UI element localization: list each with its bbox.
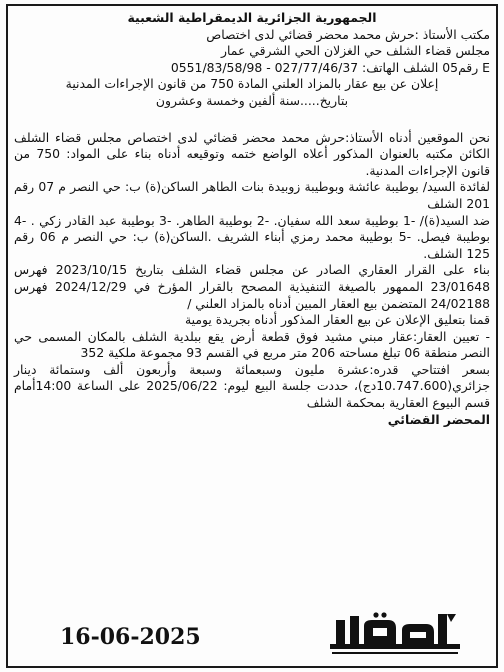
against-paragraph: ضد السيد(ة)/ -1 بوطيبة سعد الله سفيان. -2 بوطيبة الطاهر. -3 بوطيبة عبد القادر زكي . -4 بوطيبة فيصل. -5 بوطيبة محمد رمزي أبناء الشريف .الساكن(ة) ب: حي النصر م 06 رقم 125 الشلف. xyxy=(14,212,490,261)
republic-title: الجمهورية الجزائرية الديمقراطية الشعبية xyxy=(127,10,377,25)
publication-date: 16-06-2025 xyxy=(60,624,201,650)
intro-paragraph: نحن الموقعين أدناه الأستاذ:حرش محمد محضر قضائي لدى اختصاص مجلس قضاء الشلف الكائن مكتبه بالعنوان المذكور أعلاه الواضع ختمه وتوقيعه أدناه بناء على المواد: 750 من قانون الإجراءات المدنية. xyxy=(14,129,490,178)
court-address: مجلس قضاء الشلف حي الغزلان الحي الشرقي عمار xyxy=(221,43,490,59)
decision-paragraph: بناء على القرار العقاري الصادر عن مجلس قضاء الشلف بتاريخ 2023/10/15 فهرس 23/01648 الممهور بالصيغة التنفيذية المصحح بالقرار المؤرخ في 2024/12/29 فهرس 24/02188 المتضمن بيع العقار المبين أدناه بالمزاد العلني / xyxy=(14,262,490,311)
announcement-date: بتاريخ.....سنة ألفين وخمسة وعشرون xyxy=(155,92,349,108)
announcement-title: إعلان عن بيع عقار بالمزاد العلني المادة 750 من قانون الإجراءات المدنية xyxy=(65,76,439,92)
price-paragraph: بسعر افتتاحي قدره:عشرة مليون وسبعمائة وسبعة وأربعون ألف وستمائة دينار جزائري(10.747.600دج)، حددت جلسة البيع ليوم: 2025/06/22 على الساعة 14:00أمام قسم البيوع العقارية بمحكمة الشلف xyxy=(14,361,490,411)
property-paragraph: - تعيين العقار:عقار مبني مشيد فوق قطعة أرض يقع ببلدية الشلف بالمكان المسمى حي النصر منطقة 06 تبلغ مساحته 206 متر مربع في القسم 93 مجموعة ملكية 352 xyxy=(14,328,490,361)
office-phone: E رقم05 الشلف الهاتف: 027/77/46/37 - 0551/83/58/98 xyxy=(170,59,490,75)
beneficiary-paragraph: لفائدة السيد/ بوطيبة عائشة وبوطيبة زوبيدة بنات الطاهر الساكن(ة) ب: حي النصر م 07 رقم 201 الشلف xyxy=(14,179,491,211)
newspaper-logo xyxy=(330,612,460,658)
notice-content xyxy=(14,10,490,428)
signature-label: المحضر القضائي xyxy=(387,411,490,427)
publication-paragraph: قمنا بتعليق الإعلان عن بيع العقار المذكور أدناه بجريدة يومية xyxy=(184,312,490,328)
spacer xyxy=(14,110,490,130)
bailiff-office: مكتب الأستاذ :حرش محمد محضر قضائي لدى اختصاص xyxy=(206,26,490,42)
newspaper-logo-graphic xyxy=(330,612,460,658)
